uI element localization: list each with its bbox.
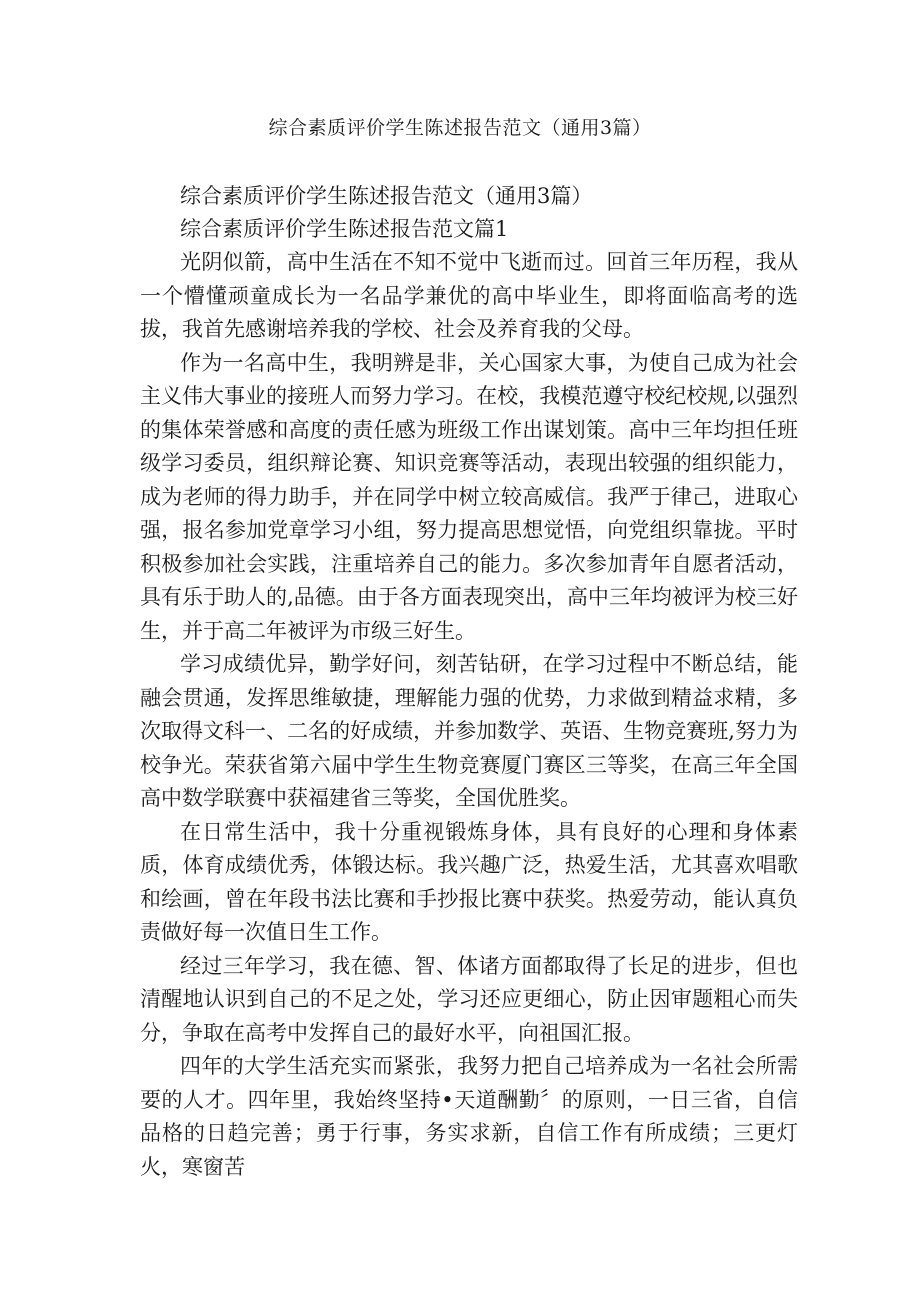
paragraph-3: 学习成绩优异，勤学好问，刻苦钻研，在学习过程中不断总结，能融会贯通，发挥思维敏捷，理解能力强的优势，力求做到精益求精，多次取得文科一、二名的好成绩，并参加数学、英语、生物竞赛班,努力为校争光。荣获省第六届中学生生物竞赛厦门赛区三等奖，在高三年全国高中数学联赛中获福建省三等奖，全国优胜奖。 (140, 652, 798, 810)
paragraph-6: 四年的大学生活充实而紧张，我努力把自己培养成为一名社会所需要的人才。四年里，我始终坚持•天道酬勤〞的原则，一日三省，自信品格的日趋完善；勇于行事，务实求新，自信工作有所成绩；三更灯火，寒窗苦 (140, 1054, 798, 1179)
document-body (140, 180, 798, 1184)
section-heading: 综合素质评价学生陈述报告范文篇1 (180, 217, 509, 241)
document-subtitle: 综合素质评价学生陈述报告范文（通用3篇） (180, 184, 593, 208)
paragraph-5: 经过三年学习，我在德、智、体诸方面都取得了长足的进步，但也清醒地认识到自己的不足之处，学习还应更细心，防止因审题粗心而失分，争取在高考中发挥自己的最好水平，向祖国汇报。 (140, 953, 798, 1045)
paragraph-4: 在日常生活中，我十分重视锻炼身体，具有良好的心理和身体素质，体育成绩优秀，体锻达标。我兴趣广泛，热爱生活，尤其喜欢唱歌和绘画，曾在年段书法比赛和手抄报比赛中获奖。热爱劳动，能认真负责做好每一次值日生工作。 (140, 819, 798, 944)
paragraph-1: 光阴似箭，高中生活在不知不觉中飞逝而过。回首三年历程，我从一个懵懂顽童成长为一名品学兼优的高中毕业生，即将面临高考的选拔，我首先感谢培养我的学校、社会及养育我的父母。 (140, 250, 798, 341)
document-title: 综合素质评价学生陈述报告范文（通用3篇） (268, 117, 652, 139)
paragraph-2: 作为一名高中生，我明辨是非，关心国家大事，为使自己成为社会主义伟大事业的接班人而努力学习。在校，我模范遵守校纪校规,以强烈的集体荣誉感和高度的责任感为班级工作出谋划策。高中三年均担任班级学习委员，组织辩论赛、知识竞赛等活动，表现出较强的组织能力，成为老师的得力助手，并在同学中树立较高威信。我严于律己，进取心强，报名参加党章学习小组，努力提高思想觉悟，向党组织靠拢。平时积极参加社会实践，注重培养自己的能力。多次参加青年自愿者活动，具有乐于助人的,品德。由于各方面表现突出，高中三年均被评为校三好生，并于高二年被评为市级三好生。 (140, 350, 798, 643)
